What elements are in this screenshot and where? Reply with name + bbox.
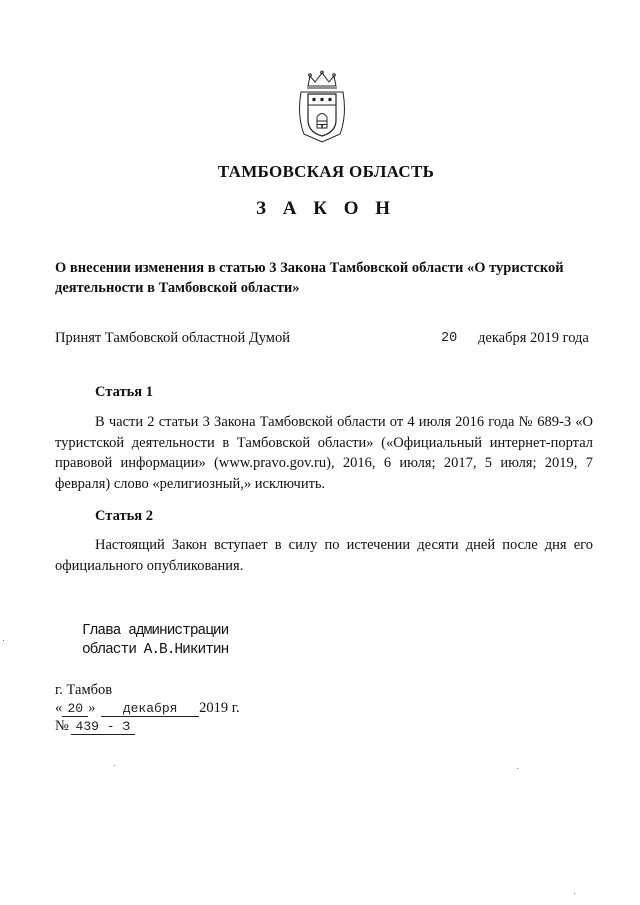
adoption-text: Принят Тамбовской областной Думой [55,330,290,346]
adoption-month-year: декабря 2019 года [478,330,589,346]
signature-line-1: Глава администрации [82,623,229,639]
document-type: З А К О Н [255,198,397,219]
signing-month: декабря [101,702,199,717]
region-heading: ТАМБОВСКАЯ ОБЛАСТЬ [217,162,435,181]
article-2-text: Настоящий Закон вступает в силу по истечении десяти дней после дня его официального опубликования. [55,537,593,574]
article-1-text: В части 2 статьи 3 Закона Тамбовской области от 4 июля 2016 года № 689-З «О туристской деятельности в Тамбовской области» («Официальный интернет-портал правовой информации» (www.pravo.gov.ru), 2016, 6 июля; 2017, 5 июля; 2019, 7 февраля) слово «религиозный,» исключить. [55,414,593,492]
close-quote: » [88,700,96,716]
adoption-day: 20 [441,331,458,346]
article-2-heading: Статья 2 [95,508,153,524]
number-prefix: № [55,718,69,734]
signing-day: 20 [62,702,88,717]
law-number [55,718,135,735]
signature-line-2: области А.В.Никитин [82,642,229,658]
article-1-heading: Статья 1 [95,384,153,400]
coat-of-arms-icon [294,70,350,146]
scan-speck [114,765,115,766]
open-quote: « [55,700,63,716]
scan-speck [517,768,518,769]
city: г. Тамбов [55,682,113,698]
signature-block [82,622,228,660]
signing-year: 2019 г. [199,700,240,716]
signing-date [55,700,240,717]
number-value: 439 - З [71,720,135,735]
scan-speck [574,893,575,894]
law-title: О внесении изменения в статью 3 Закона Тамбовской области «О туристской деятельности в Тамбовской области» [55,260,564,296]
scan-speck [3,640,4,641]
